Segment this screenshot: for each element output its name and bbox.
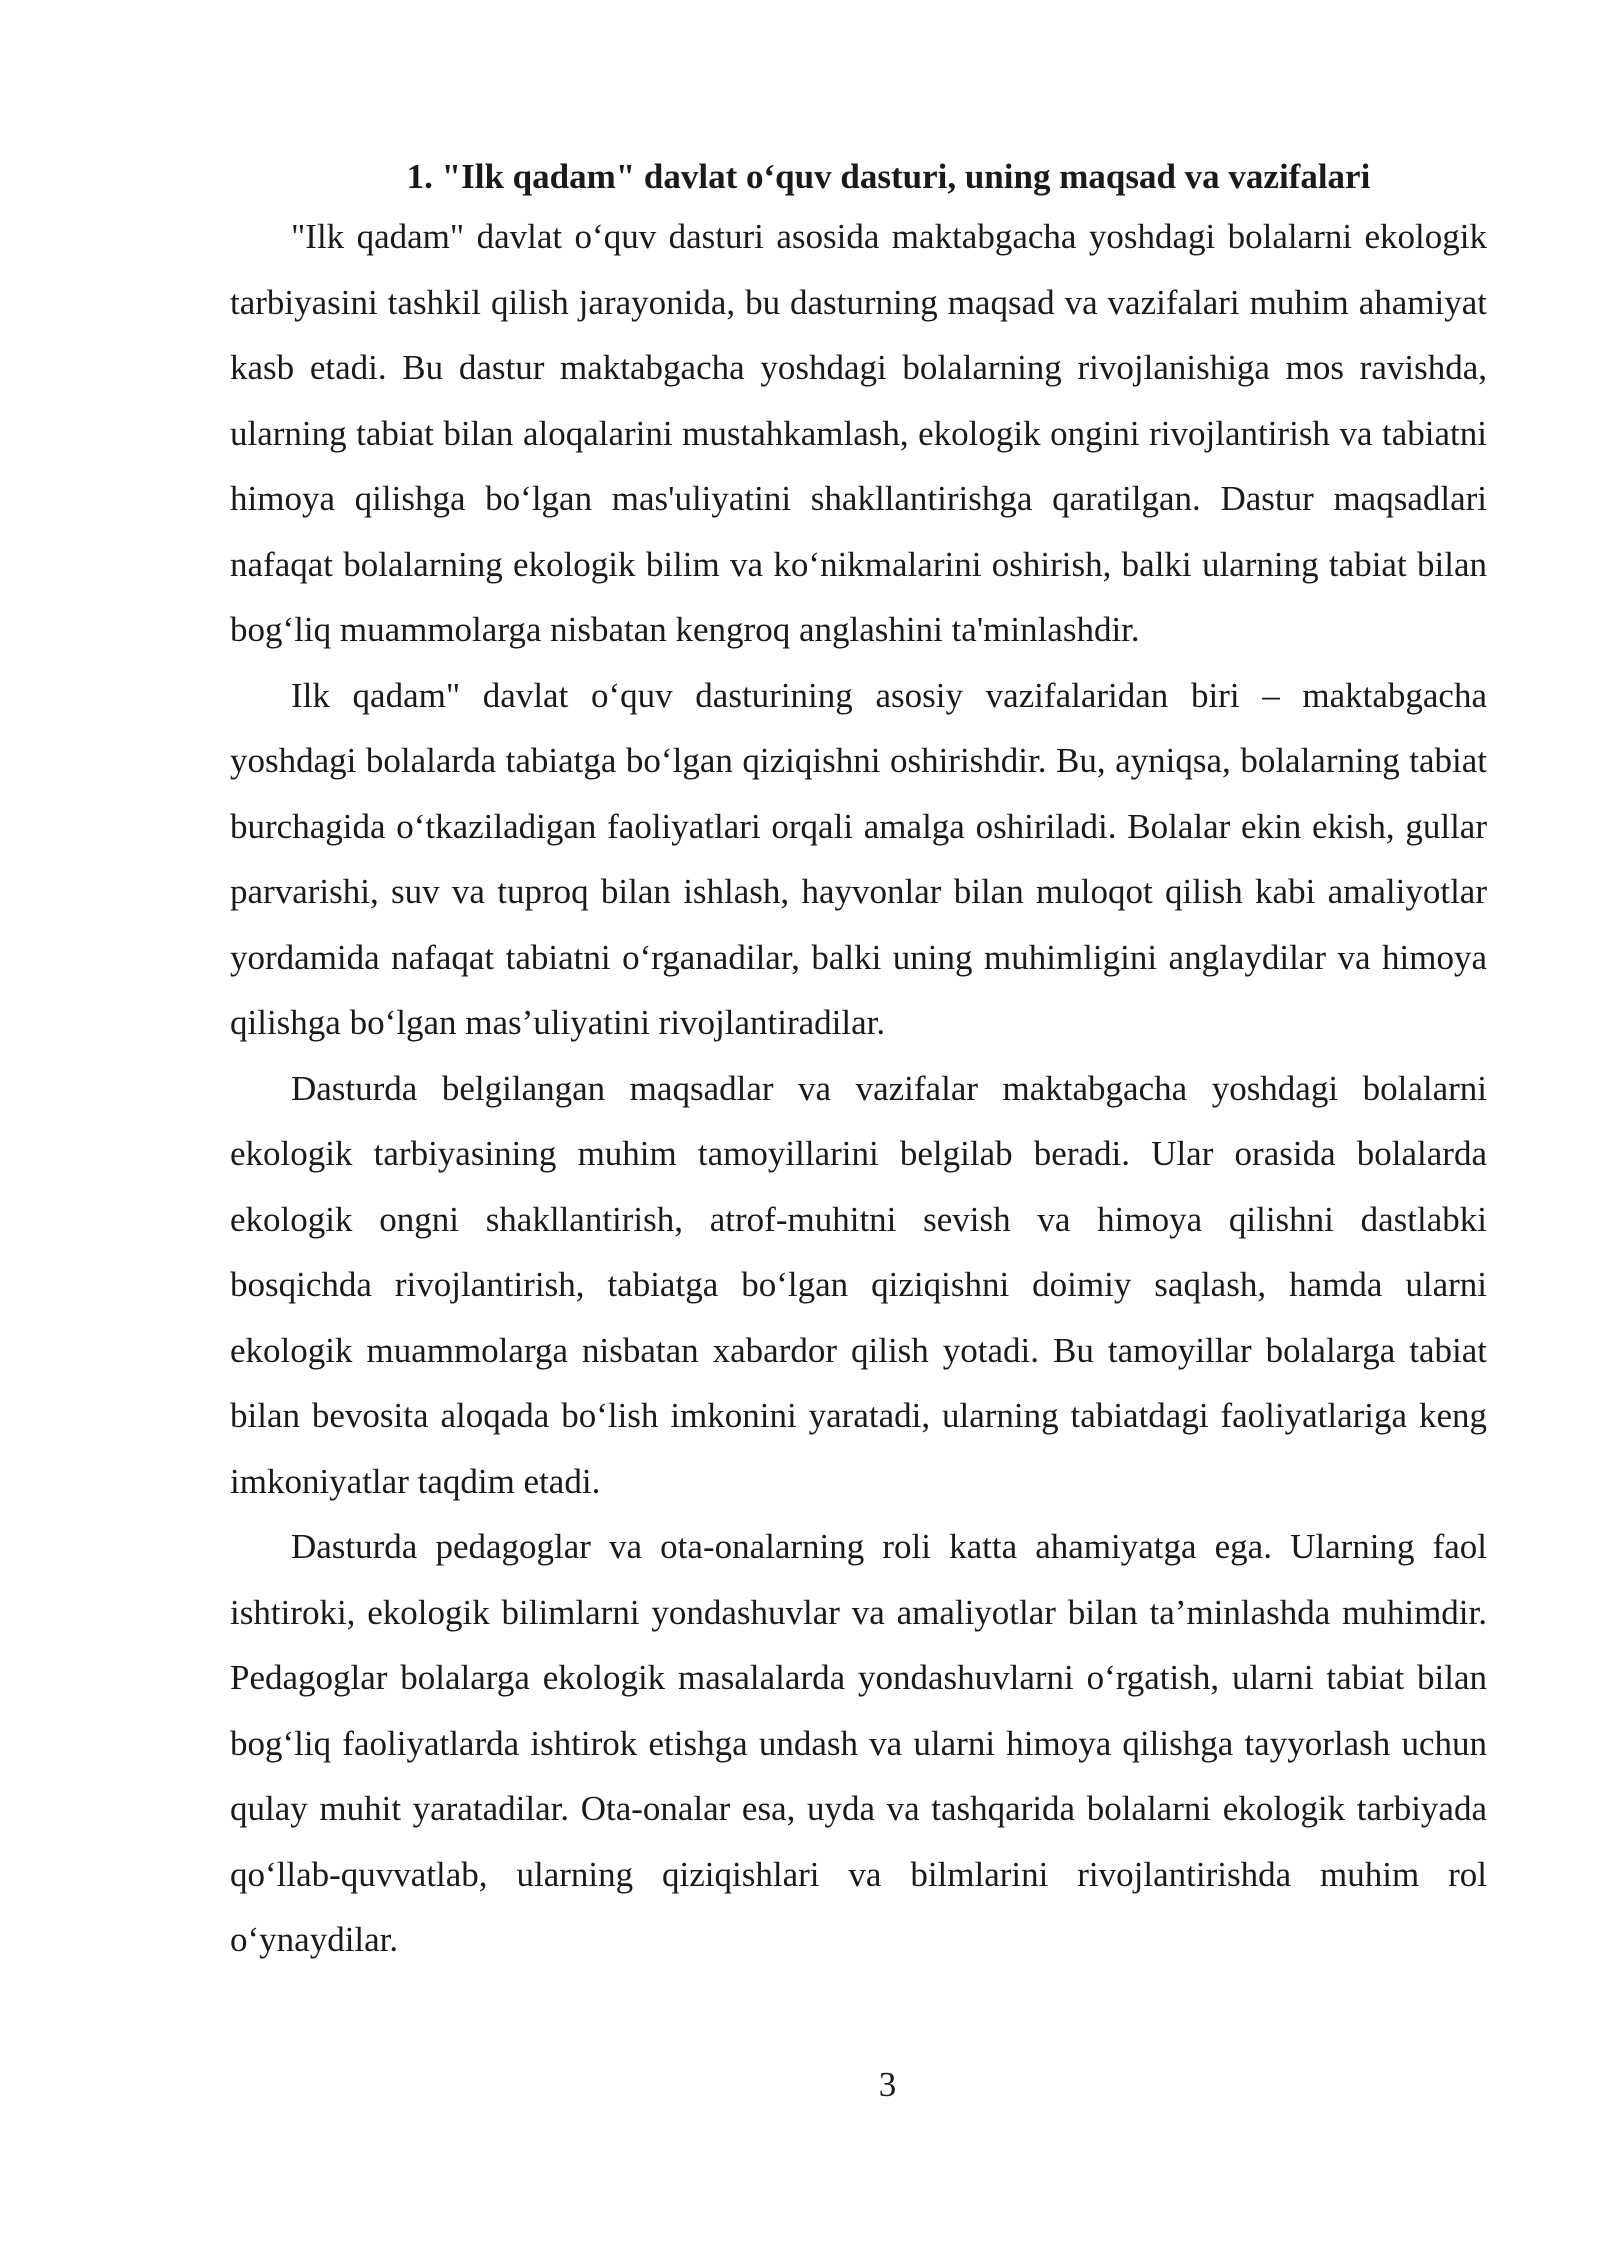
page-content <box>230 150 1487 1973</box>
paragraph-3: Dasturda belgilangan maqsadlar va vazifalar maktabgacha yoshdagi bolalarni ekologik tarbiyasining muhim tamoyillarini belgilab beradi. Ular orasida bolalarda ekologik ongni shakllantirish, atrof-muhitni sevish va himoya qilishni dastlabki bosqichda rivojlantirish, tabiatga bo‘lgan qiziqishni doimiy saqlash, hamda ularni ekologik muammolarga nisbatan xabardor qilish yotadi. Bu tamoyillar bolalarga tabiat bilan bevosita aloqada bo‘lish imkonini yaratadi, ularning tabiatdagi faoliyatlariga keng imkoniyatlar taqdim etadi. <box>230 1068 1487 1501</box>
paragraph-2: Ilk qadam" davlat o‘quv dasturining asosiy vazifalaridan biri – maktabgacha yoshdagi bolalarda tabiatga bo‘lgan qiziqishni oshirishdir. Bu, ayniqsa, bolalarning tabiat burchagida o‘tkaziladigan faoliyatlari orqali amalga oshiriladi. Bolalar ekin ekish, gullar parvarishi, suv va tuproq bilan ishlash, hayvonlar bilan muloqot qilish kabi amaliyotlar yordamida nafaqat tabiatni o‘rganadilar, balki uning muhimligini anglaydilar va himoya qilishga bo‘lgan mas’uliyatini rivojlantiradilar. <box>230 675 1487 1042</box>
paragraph-1: "Ilk qadam" davlat o‘quv dasturi asosida maktabgacha yoshdagi bolalarni ekologik tarbiyasini tashkil qilish jarayonida, bu dasturning maqsad va vazifalari muhim ahamiyat kasb etadi. Bu dastur maktabgacha yoshdagi bolalarning rivojlanishiga mos ravishda, ularning tabiat bilan aloqalarini mustahkamlash, ekologik ongini rivojlantirish va tabiatni himoya qilishga bo‘lgan mas'uliyatini shakllantirishga qaratilgan. Dastur maqsadlari nafaqat bolalarning ekologik bilim va ko‘nikmalarini oshirish, balki ularning tabiat bilan bog‘liq muammolarga nisbatan kengroq anglashini ta'minlashdir. <box>230 217 1487 649</box>
section-heading: 1. "Ilk qadam" davlat o‘quv dasturi, uning maqsad va vazifalari <box>406 157 1371 196</box>
page-number: 3 <box>878 2065 897 2104</box>
paragraph-4: Dasturda pedagoglar va ota-onalarning roli katta ahamiyatga ega. Ularning faol ishtiroki, ekologik bilimlarni yondashuvlar va amaliyotlar bilan ta’minlashda muhimdir. Pedagoglar bolalarga ekologik masalalarda yondashuvlarni o‘rgatish, ularni tabiat bilan bog‘liq faoliyatlarda ishtirok etishga undash va ularni himoya qilishga tayyorlash uchun qulay muhit yaratadilar. Ota-onalar esa, uyda va tashqarida bolalarni ekologik tarbiyada qo‘llab-quvvatlab, ularning qiziqishlari va bilmlarini rivojlantirishda muhim rol o‘ynaydilar. <box>230 1527 1487 1959</box>
